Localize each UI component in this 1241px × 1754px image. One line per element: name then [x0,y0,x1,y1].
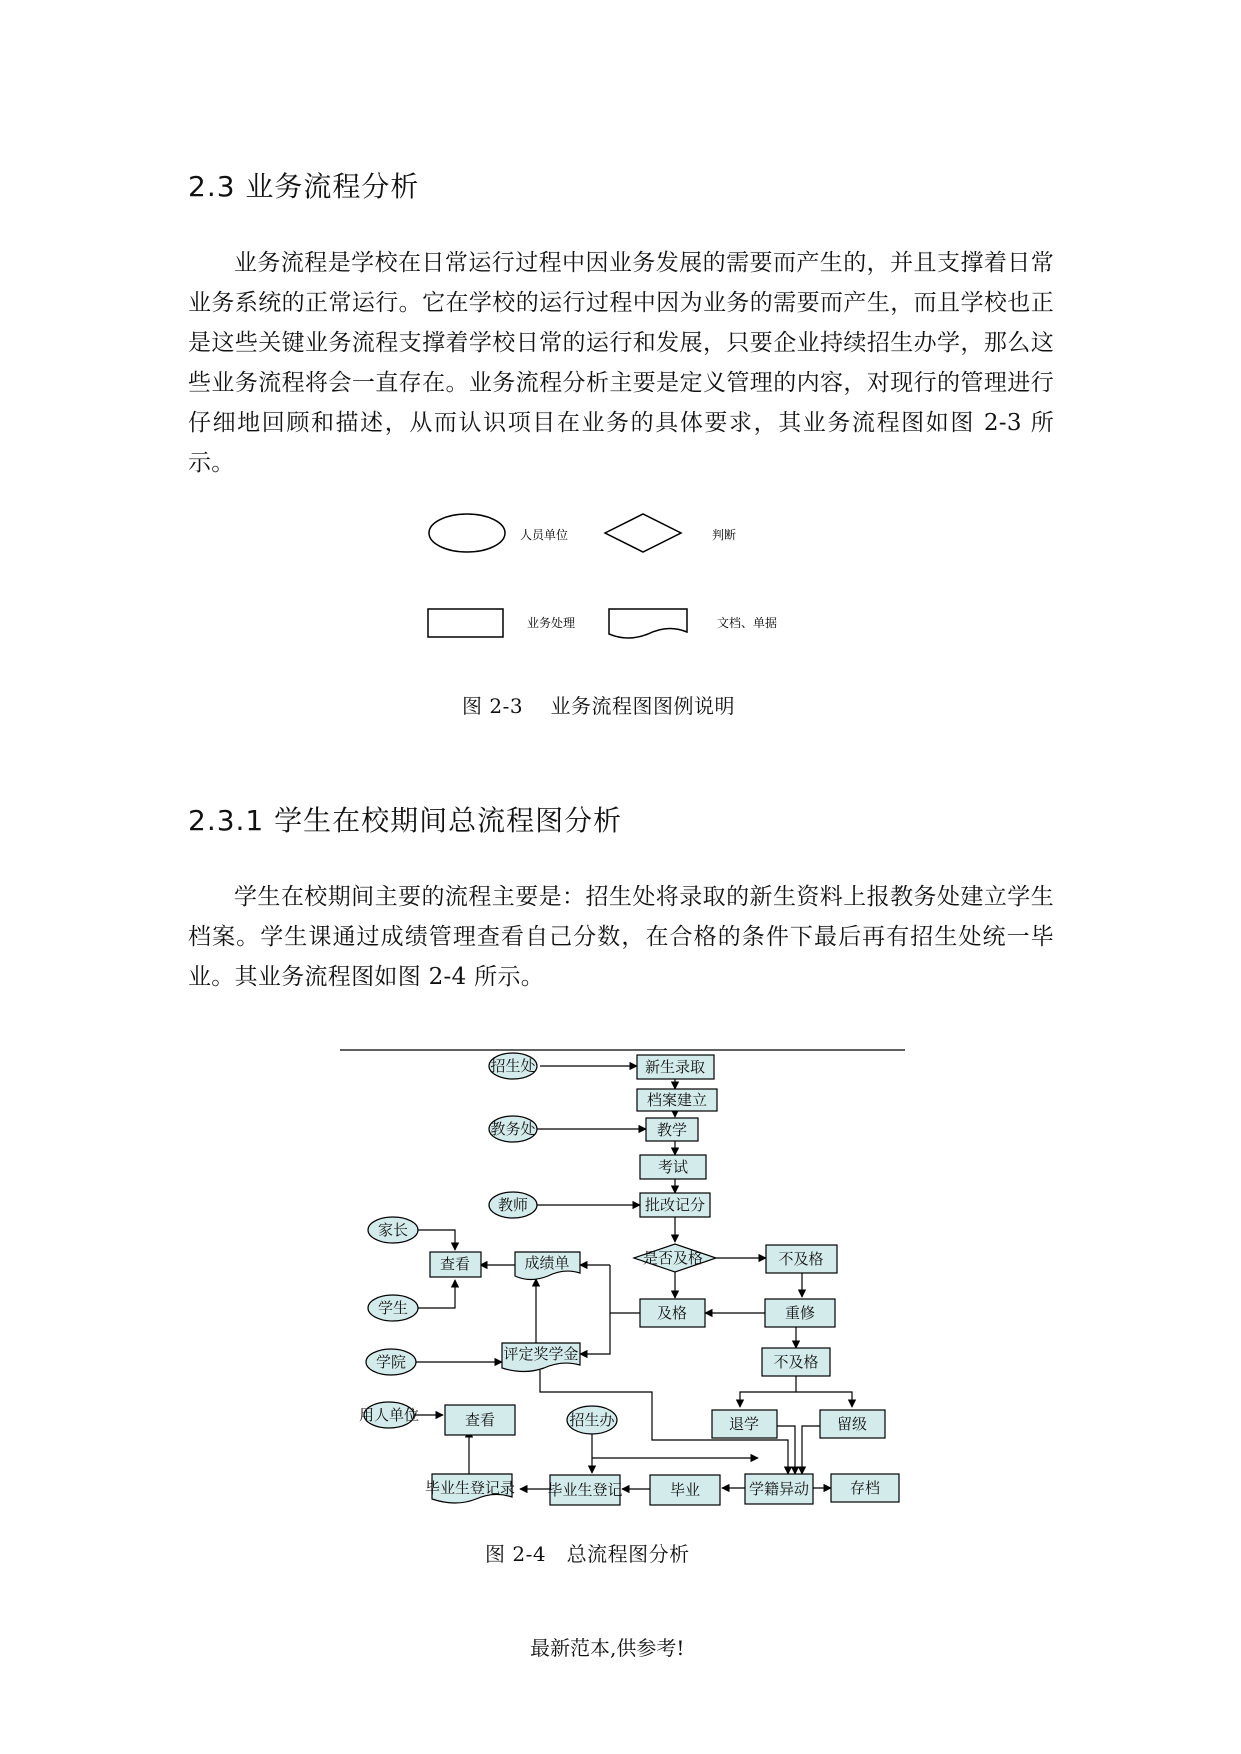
figure-caption: 图 2-3 业务流程图图例说明 [462,694,735,718]
label-jiazhang: 家长 [377,1221,409,1239]
paragraph-text: 业务流程是学校在日常运行过程中因业务发展的需要而产生的，并且支撑着日常业务系统的正常运行。它在学校的运行过程中因为业务的需要而产生，而且学校也正是这些关键业务流程支撑着学校日常的运行和发展，只要企业持续招生办学，那么这些业务流程将会一直存在。业务流程分析主要是定义管理的内容，对现行的管理进行仔细地回顾和描述，从而认识项目在业务的具体要求，其业务流程图如图 2-3 所示。 [188,250,1054,476]
edge [580,1265,610,1354]
edge [418,1280,455,1308]
label-chongxiu: 重修 [784,1304,816,1322]
edge [802,1426,820,1474]
label-jiaoshi: 教师 [497,1196,529,1214]
label-biye-dengji: 毕业生登记 [547,1481,623,1499]
label-xueji: 学籍异动 [748,1480,810,1498]
label-tuixue: 退学 [728,1415,760,1433]
label-chakan1: 查看 [439,1255,471,1273]
label-jige: 及格 [656,1304,688,1322]
label-pigai: 批改记分 [644,1196,706,1214]
edge [796,1392,852,1407]
edge [775,1426,795,1474]
subsection-heading: 2.3.1 学生在校期间总流程图分析 [188,804,623,837]
label-biye: 毕业 [669,1481,701,1499]
label-chengjidan: 成绩单 [524,1254,570,1272]
edge [740,1376,796,1407]
section-heading: 2.3 业务流程分析 [188,170,420,203]
label-shifou: 是否及格 [642,1249,704,1267]
label-chakan2: 查看 [464,1411,496,1429]
label-kaoshi: 考试 [657,1158,689,1176]
legend-person-unit-label: 人员单位 [520,528,569,542]
page-footer: 最新范本,供参考! [530,1636,685,1660]
label-zhaoshengchu: 招生处 [490,1057,536,1075]
legend-process-label: 业务处理 [527,616,576,630]
label-pingding: 评定奖学金 [503,1345,579,1363]
label-zhaoshengban: 招生办 [569,1411,615,1429]
legend-document-label: 文档、单据 [717,616,778,630]
paragraph-text: 学生在校期间主要的流程主要是：招生处将录取的新生资料上报教务处建立学生档案。学生课通过成绩管理查看自己分数，在合格的条件下最后再有招生处统一毕业。其业务流程图如图 2-4 所示。 [188,884,1054,990]
label-bujige2: 不及格 [773,1353,819,1371]
label-biye-jilu: 毕业生登记录 [424,1479,516,1497]
label-xinsheng: 新生录取 [644,1058,706,1076]
legend-decision-label: 判断 [712,528,737,542]
label-yongren: 用人单位 [358,1406,420,1424]
label-dangan: 档案建立 [646,1091,708,1109]
label-jiaowuchu: 教务处 [490,1120,536,1138]
figure-caption: 图 2-4 总流程图分析 [485,1542,690,1566]
label-cundang: 存档 [849,1479,881,1497]
label-jiaoxue: 教学 [656,1121,688,1139]
label-bujige1: 不及格 [778,1250,824,1268]
label-liuji: 留级 [836,1415,868,1433]
label-xueyuan: 学院 [375,1353,407,1371]
label-xuesheng: 学生 [377,1299,409,1317]
edge [418,1230,455,1250]
